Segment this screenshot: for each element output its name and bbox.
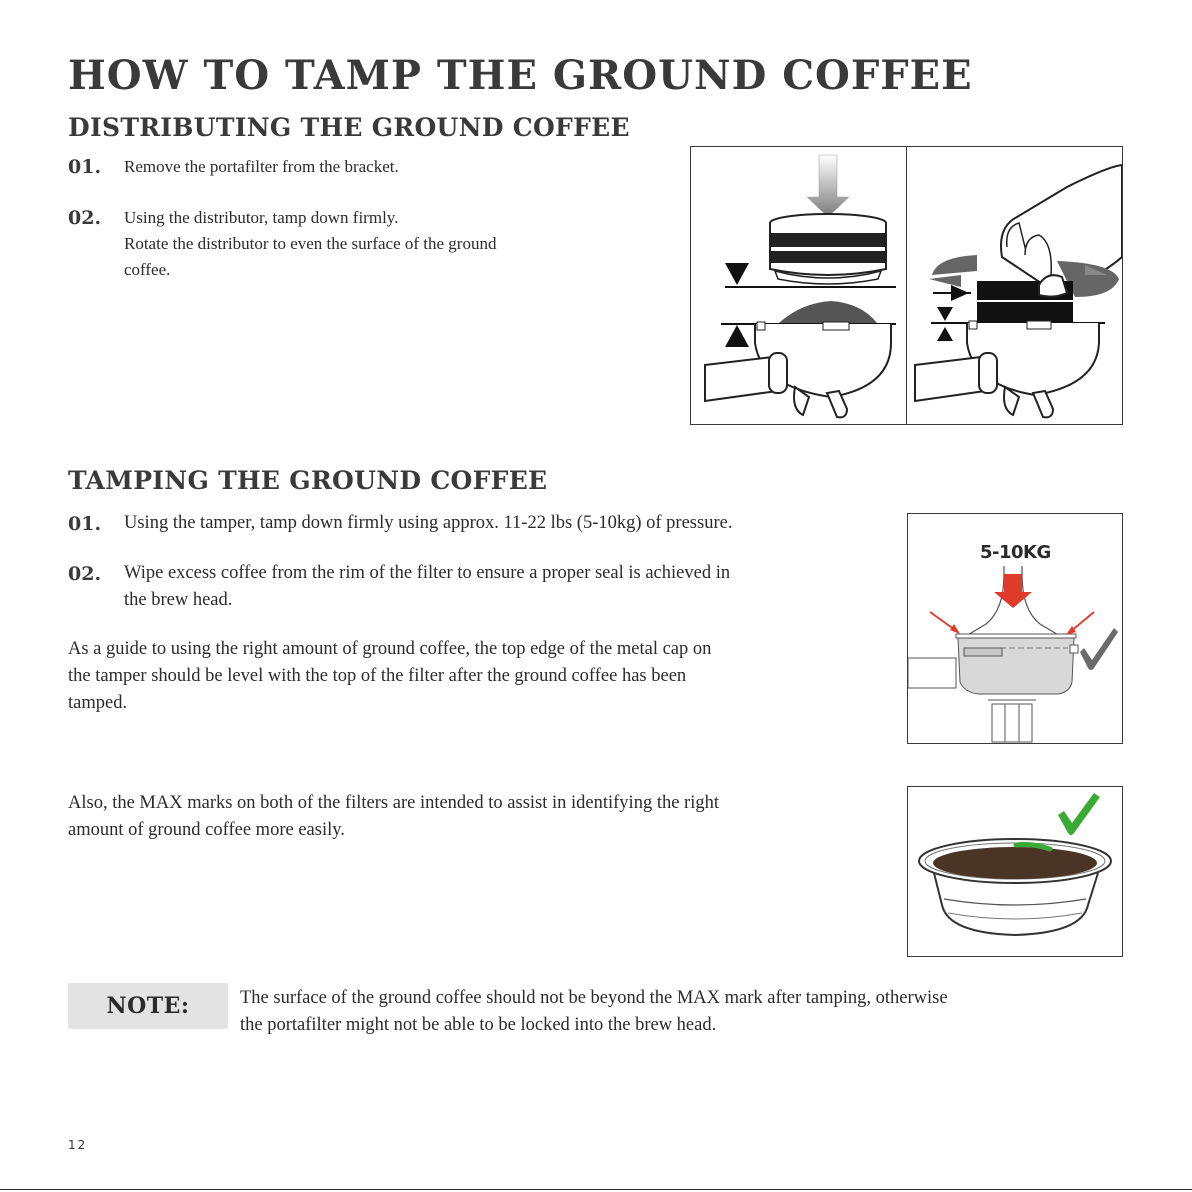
page-title: HOW TO TAMP THE GROUND COFFEE	[68, 52, 973, 99]
note-line-2: the portafilter might not be able to be locked into the brew head.	[240, 1015, 717, 1035]
distributor-rotate-illustration	[906, 146, 1123, 425]
tamping-guide-paragraph	[68, 636, 888, 717]
distributor-press-illustration	[690, 146, 907, 425]
green-check-icon	[1058, 793, 1100, 835]
max-marks-line-2: amount of ground coffee more easily.	[68, 820, 345, 840]
tamping-guide-line-3: tamped.	[68, 693, 128, 713]
filter-max-mark-drawing	[908, 787, 1122, 956]
note-label: NOTE:	[106, 993, 190, 1019]
tamping-step-1-line-1: Using the tamper, tamp down firmly using approx. 11-22 lbs (5-10kg) of pressure.	[124, 513, 733, 533]
distributing-step-2-line-3: coffee.	[124, 260, 171, 279]
note-text	[240, 985, 1140, 1039]
distributor-rotate-drawing	[907, 147, 1122, 424]
tamping-step-1-text	[124, 510, 894, 537]
section-heading-tamping: TAMPING THE GROUND COFFEE	[68, 466, 548, 495]
tamping-step-2-number: 02.	[68, 563, 102, 585]
distributing-step-2-number: 02.	[68, 207, 102, 229]
tamping-step-1-number: 01.	[68, 513, 102, 535]
distributing-step-2-line-2: Rotate the distributor to even the surface of the ground	[124, 234, 497, 253]
tamper-pressure-drawing	[908, 514, 1122, 743]
tamping-guide-line-1: As a guide to using the right amount of ground coffee, the top edge of the metal cap on	[68, 639, 712, 659]
distributing-step-2-line-1: Using the distributor, tamp down firmly.	[124, 208, 399, 227]
checkmark-icon	[1080, 628, 1118, 670]
max-marks-paragraph	[68, 790, 888, 844]
page-number: 12	[68, 1138, 88, 1152]
distributor-press-drawing	[691, 147, 906, 424]
tamper-pressure-illustration	[907, 513, 1123, 744]
tamping-guide-line-2: the tamper should be level with the top of the filter after the ground coffee has been	[68, 666, 687, 686]
tamping-step-2-line-1: Wipe excess coffee from the rim of the filter to ensure a proper seal is achieved in	[124, 563, 731, 583]
section-heading-distributing: DISTRIBUTING THE GROUND COFFEE	[68, 113, 630, 142]
tamping-step-2-line-2: the brew head.	[124, 590, 233, 610]
tamping-step-2-text	[124, 560, 894, 614]
distributing-step-1-number: 01.	[68, 156, 102, 178]
filter-max-mark-illustration	[907, 786, 1123, 957]
distributing-step-1-text	[124, 154, 399, 180]
max-marks-line-1: Also, the MAX marks on both of the filters are intended to assist in identifying the right	[68, 793, 719, 813]
note-line-1: The surface of the ground coffee should not be beyond the MAX mark after tamping, otherwise	[240, 988, 948, 1008]
distributing-step-2-text	[124, 205, 664, 283]
note-label-box	[68, 983, 228, 1029]
distributing-step-1-line-1: Remove the portafilter from the bracket.	[124, 157, 399, 176]
pressure-label: 5-10KG	[980, 542, 1051, 563]
bottom-rule	[0, 1189, 1192, 1190]
